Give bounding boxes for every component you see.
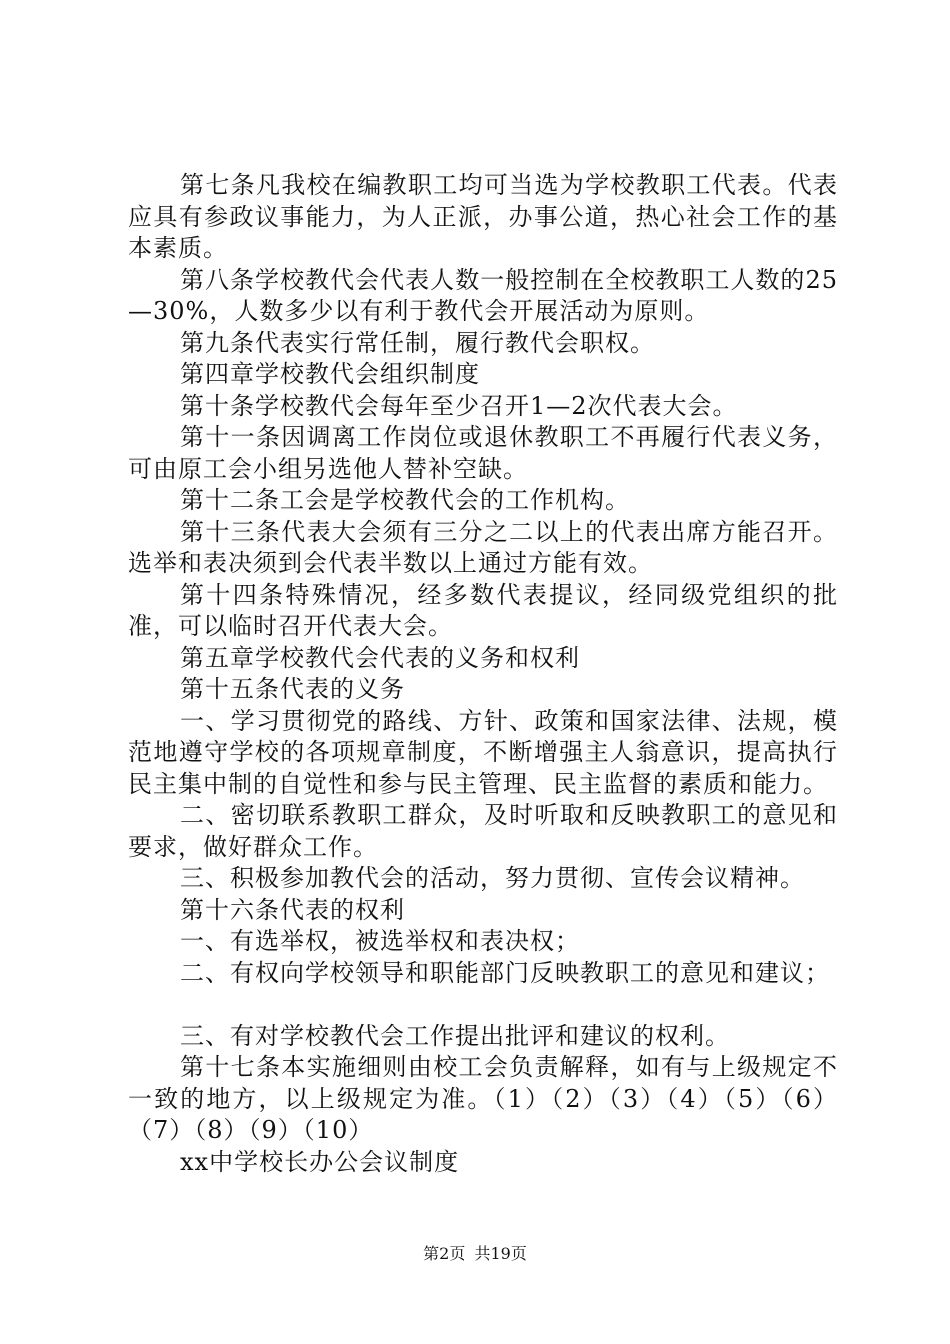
- next-section-title: xx中学校长办公会议制度: [180, 1147, 460, 1176]
- paragraph-article-13: 第十三条代表大会须有三分之二以上的代表出席方能召开。选举和表决须到会代表半数以上通过方能有效。: [128, 517, 838, 577]
- paragraph-article-7: 第七条凡我校在编教职工均可当选为学校教职工代表。代表应具有参政议事能力，为人正派，办事公道，热心社会工作的基本素质。: [128, 171, 838, 262]
- paragraph-article-14: 第十四条特殊情况，经多数代表提议，经同级党组织的批准，可以临时召开代表大会。: [128, 580, 838, 640]
- duty-item-1: 一、学习贯彻党的路线、方针、政策和国家法律、法规，模范地遵守学校的各项规章制度，不断增强主人翁意识，提高执行民主集中制的自觉性和参与民主管理、民主监督的素质和能力。: [128, 706, 838, 798]
- right-item-2: 二、有权向学校领导和职能部门反映教职工的意见和建议；: [180, 958, 830, 987]
- right-item-3: 三、有对学校教代会工作提出批评和建议的权利。: [180, 1021, 730, 1050]
- document-body: [128, 170, 838, 1178]
- chapter-heading-5: 第五章学校教代会代表的义务和权利: [180, 643, 580, 672]
- paragraph-article-11: 第十一条因调离工作岗位或退休教职工不再履行代表义务，可由原工会小组另选他人替补空缺。: [128, 423, 838, 483]
- page-footer: [0, 1244, 950, 1264]
- paragraph-article-17: 第十七条本实施细则由校工会负责解释，如有与上级规定不一致的地方，以上级规定为准。（1）（2）（3）（4）（5）（6）（7）（8）（9）（10）: [128, 1053, 838, 1144]
- paragraph-article-16: 第十六条代表的权利: [180, 895, 405, 924]
- paragraph-article-12: 第十二条工会是学校教代会的工作机构。: [180, 486, 630, 514]
- right-item-1: 一、有选举权，被选举权和表决权；: [180, 927, 580, 955]
- page-number: 第2页: [423, 1244, 466, 1263]
- paragraph-article-10: 第十条学校教代会每年至少召开1—2次代表大会。: [180, 391, 738, 420]
- paragraph-article-15: 第十五条代表的义务: [180, 675, 405, 703]
- paragraph-article-8: 第八条学校教代会代表人数一般控制在全校教职工人数的25—30%，人数多少以有利于教代会开展活动为原则。: [128, 265, 838, 325]
- duty-item-2: 二、密切联系教职工群众，及时听取和反映教职工的意见和要求，做好群众工作。: [128, 801, 838, 861]
- total-pages: 共19页: [474, 1244, 527, 1263]
- duty-item-3: 三、积极参加教代会的活动，努力贯彻、宣传会议精神。: [180, 864, 805, 892]
- chapter-heading-4: 第四章学校教代会组织制度: [180, 360, 480, 388]
- paragraph-article-9: 第九条代表实行常任制，履行教代会职权。: [180, 328, 655, 357]
